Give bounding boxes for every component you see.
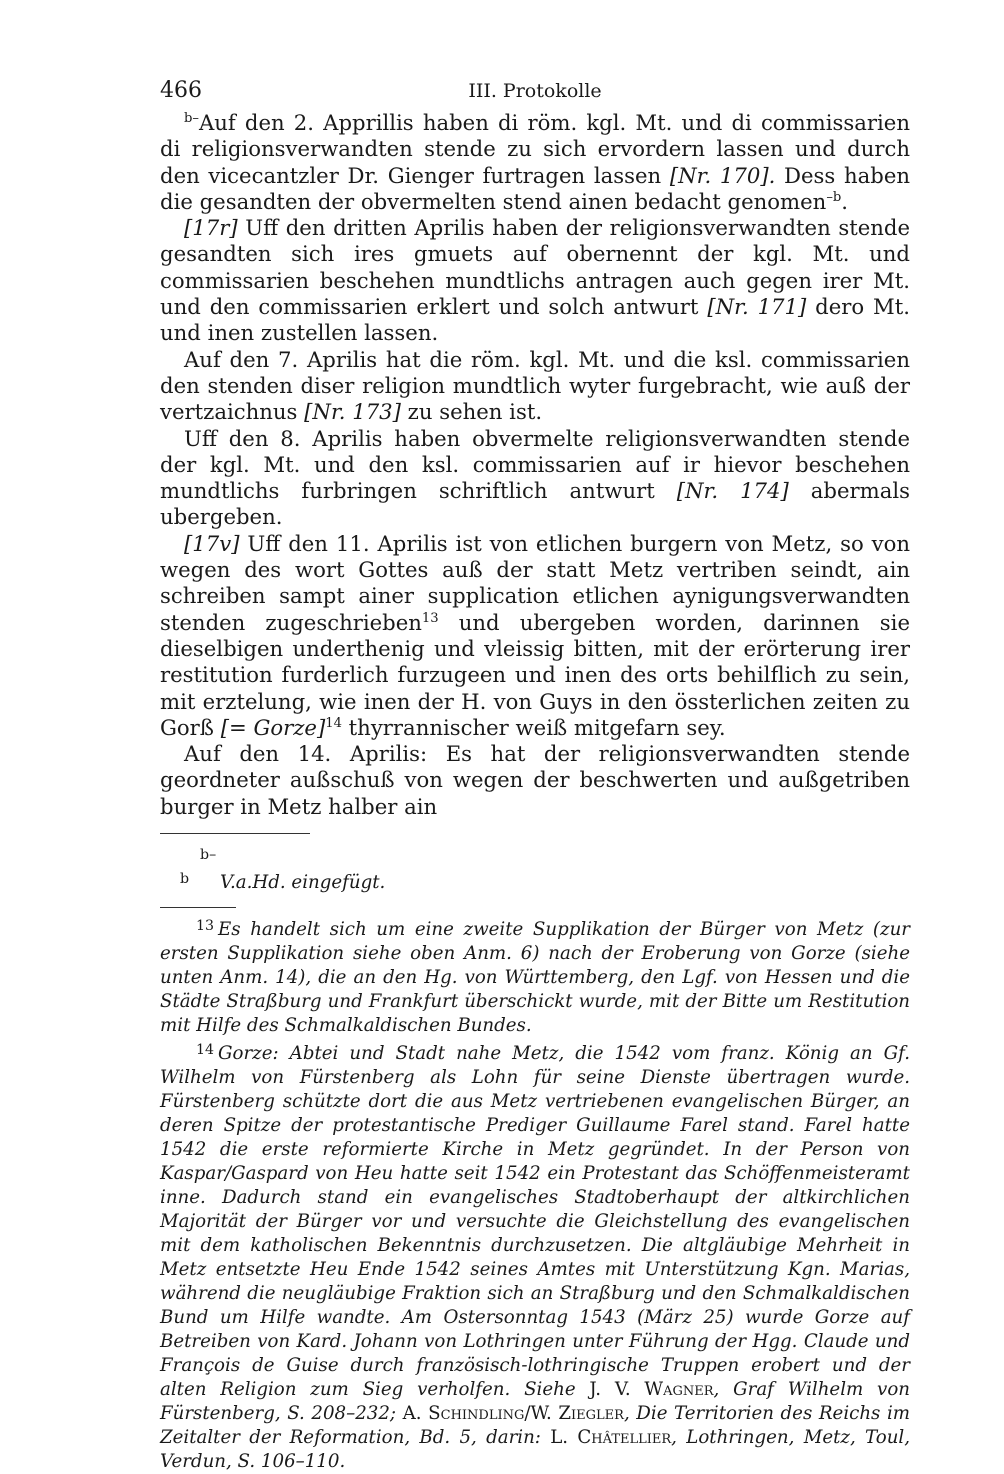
author-name: Schindling [428, 1402, 525, 1424]
paragraph: Auf den 14. Aprilis: Es hat der religionsverwandten stende geordneter außschuß von wegen der beschwerten und außgetriben burger in Metz halber ain [160, 741, 910, 819]
footnote: 13 Es handelt sich um eine zweite Supplikation der Bürger von Metz (zur ersten Supplikation siehe oben Anm. 6) nach der Eroberung von Gorze (siehe unten Anm. 14), die an den Hg. von Württemberg, den Lgf. von Hessen und die Städte Straßburg und Frankfurt überschickt wurde, mit der Bitte um Restitution mit Hilfe des Schmalkaldischen Bundes. [160, 917, 910, 1036]
apparatus-mark: b– [184, 111, 199, 127]
running-header [160, 78, 910, 110]
folio-marker: [17v] [184, 530, 240, 556]
document-reference: [Nr. 174] [676, 478, 789, 504]
apparatus-divider [160, 833, 310, 834]
document-reference: [Nr. 171] [707, 294, 807, 320]
paragraph: Auf den 7. Aprilis hat die röm. kgl. Mt. und die ksl. commissarien den stenden diser religion mundtlich wyter furgebracht, wie auß der vertzaichnus [Nr. 173] zu sehen ist. [160, 346, 910, 425]
main-text [160, 110, 910, 820]
footnote-ref: 14 [325, 715, 342, 731]
apparatus-note: b–b V.a.Hd. eingefügt. [180, 847, 386, 893]
page-number: 466 [160, 78, 202, 103]
page [160, 78, 910, 1474]
footnote-ref: 13 [421, 610, 439, 626]
author-name: Châtellier [577, 1426, 672, 1448]
paragraph: $^{b-}$Auf den 2. Apprillis haben di röm. kgl. Mt. und di commissarien di religionsverwandten stende zu sich ervordern lassen und durch den vicecantzler Dr. Gienger furtragen lassen [Nr. 170]. Dess haben die gesandten der obvermelten stend ainen bedacht genomen$^{-b}$. [160, 110, 911, 214]
editorial-gloss: [= Gorze] [220, 714, 326, 740]
footnote: 14 Gorze: Abtei und Stadt nahe Metz, die 1542 vom franz. König an Gf. Wilhelm von Fürstenberg als Lohn für seine Dienste übertragen wurde. Fürstenberg schützte dort die aus Metz vertriebenen evangelischen Bürger, an deren Spitze der protestantische Prediger Guillaume Farel stand. Farel hatte 1542 die erste reformierte Kirche in Metz gegründet. In der Person von Kaspar/Gaspard von Heu hatte seit 1542 ein Protestant das Schöffenmeisteramt inne. Dadurch stand ein evangelisches Stadtoberhaupt der altkirchlichen Majorität der Bürger vor und versuchte die Gleichstellung des evangelischen mit dem katholischen Bekenntnis durchzusetzen. Die altgläubige Mehrheit in Metz entsetzte Heu Ende 1542 seines Amtes mit Unterstützung Kgn. Marias, während die neugläubige Fraktion sich an Straßburg und den Schmalkaldischen Bund um Hilfe wandte. Am Ostersonntag 1543 (März 25) wurde Gorze auf Betreiben von Kard. Johann von Lothringen unter Führung der Hgg. Claude und François de Guise durch französisch-lothringische Truppen erobert und der alten Religion zum Sieg verholfen. Siehe J. V. Wagner, Graf Wilhelm von Fürstenberg, S. 208–232; A. Schindling/W. Ziegler, Die Territorien des Reichs im Zeitalter der Reformation, Bd. 5, darin: L. Châtellier, Lothringen, Metz, Toul, Verdun, S. 106–110. [160, 1041, 911, 1472]
document-reference: [Nr. 170]. [669, 162, 776, 188]
folio-marker: [17r] [184, 215, 238, 241]
apparatus-mark: –b [826, 190, 842, 206]
document-reference: [Nr. 173] [304, 399, 401, 425]
running-title: III. Protokolle [468, 80, 602, 102]
author-name: Wagner [644, 1378, 714, 1400]
paragraph: Uff den 8. Aprilis haben obvermelte religionsverwandten stende der kgl. Mt. und den ksl. commissarien auf ir hievor beschehen mundtlichs furbringen schriftlich antwurt [Nr. 174] abermals ubergeben. [160, 425, 910, 530]
author-name: Ziegler [558, 1402, 624, 1424]
paragraph: [17v] Uff den 11. Aprilis ist von etlichen burgern von Metz, so von wegen des wort Gottes auß der statt Metz vertriben seindt, ain schreiben sampt ainer supplication etlichen aynigungsverwandten stenden zugeschrieben$^{13}$ und ubergeben worden, darinnen sie dieselbigen underthenig und vleissig bitten, mit der erörterung irer restitution furderlich furzugeen und inen des orts behilflich zu sein, mit erztelung, wie inen der H. von Guys in den össterlichen zeiten zu Gorß [= Gorze]$^{14}$ thyrrannischer weiß mitgefarn sey. [160, 530, 910, 740]
paragraph: [17r] Uff den dritten Aprilis haben der religionsverwandten stende gesandten sich ires gmuets auf obernennt der kgl. Mt. und commissarien beschehen mundtlichs antragen auch gegen irer Mt. und den commissarien erklert und solch antwurt [Nr. 171] dero Mt. und inen zustellen lassen. [160, 215, 910, 346]
footnote-divider [160, 907, 236, 908]
